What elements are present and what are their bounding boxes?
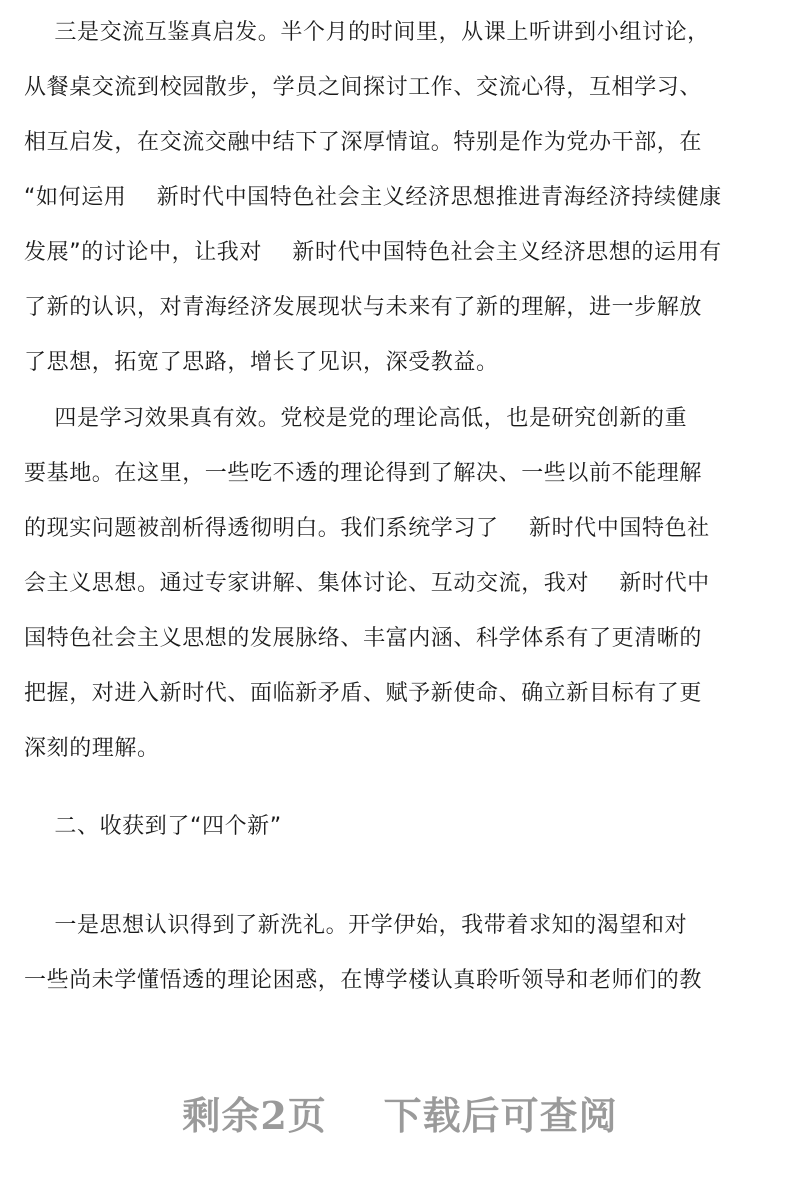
paragraph-4-line-7: 深刻的理解。	[24, 736, 160, 761]
paragraph-4-line-2: 要基地。在这里，一些吃不透的理论得到了解决、一些以前不能理解	[24, 461, 703, 486]
paragraph-3-line-7: 了思想，拓宽了思路，增长了见识，深受教益。	[24, 350, 499, 375]
paragraph-4-line-4: 会主义思想。通过专家讲解、集体讨论、互动交流，我对 新时代中	[24, 571, 710, 596]
paragraph-3-line-6: 了新的认识，对青海经济发展现状与未来有了新的理解，进一步解放	[24, 295, 703, 320]
remaining-pages-banner[interactable]: 剩余2页 下载后可查阅	[182, 1093, 618, 1138]
paragraph-4-line-1: 四是学习效果真有效。党校是党的理论高低，也是研究创新的重	[24, 406, 688, 431]
paragraph-3-line-4: “如何运用 新时代中国特色社会主义经济思想推进青海经济持续健康	[24, 185, 722, 210]
paragraph-3-line-5: 发展”的讨论中，让我对 新时代中国特色社会主义经济思想的运用有	[24, 240, 722, 265]
section-heading: 二、收获到了“四个新”	[24, 814, 282, 839]
paragraph-4-line-6: 把握，对进入新时代、面临新矛盾、赋予新使命、确立新目标有了更	[24, 681, 703, 706]
paragraph-3-line-1: 三是交流互鉴真启发。半个月的时间里，从课上听讲到小组讨论，	[24, 20, 710, 45]
paragraph-3-line-3: 相互启发，在交流交融中结下了深厚情谊。特别是作为党办干部，在	[24, 130, 703, 155]
paragraph-4-line-3: 的现实问题被剖析得透彻明白。我们系统学习了 新时代中国特色社	[24, 516, 710, 541]
paragraph-3-line-2: 从餐桌交流到校园散步，学员之间探讨工作、交流心得，互相学习、	[24, 75, 703, 100]
paragraph-5-line-1: 一是思想认识得到了新洗礼。开学伊始，我带着求知的渴望和对	[24, 913, 688, 938]
paragraph-4-line-5: 国特色社会主义思想的发展脉络、丰富内涵、科学体系有了更清晰的	[24, 626, 703, 651]
paragraph-5-line-2: 一些尚未学懂悟透的理论困惑，在博学楼认真聆听领导和老师们的教	[24, 968, 703, 993]
